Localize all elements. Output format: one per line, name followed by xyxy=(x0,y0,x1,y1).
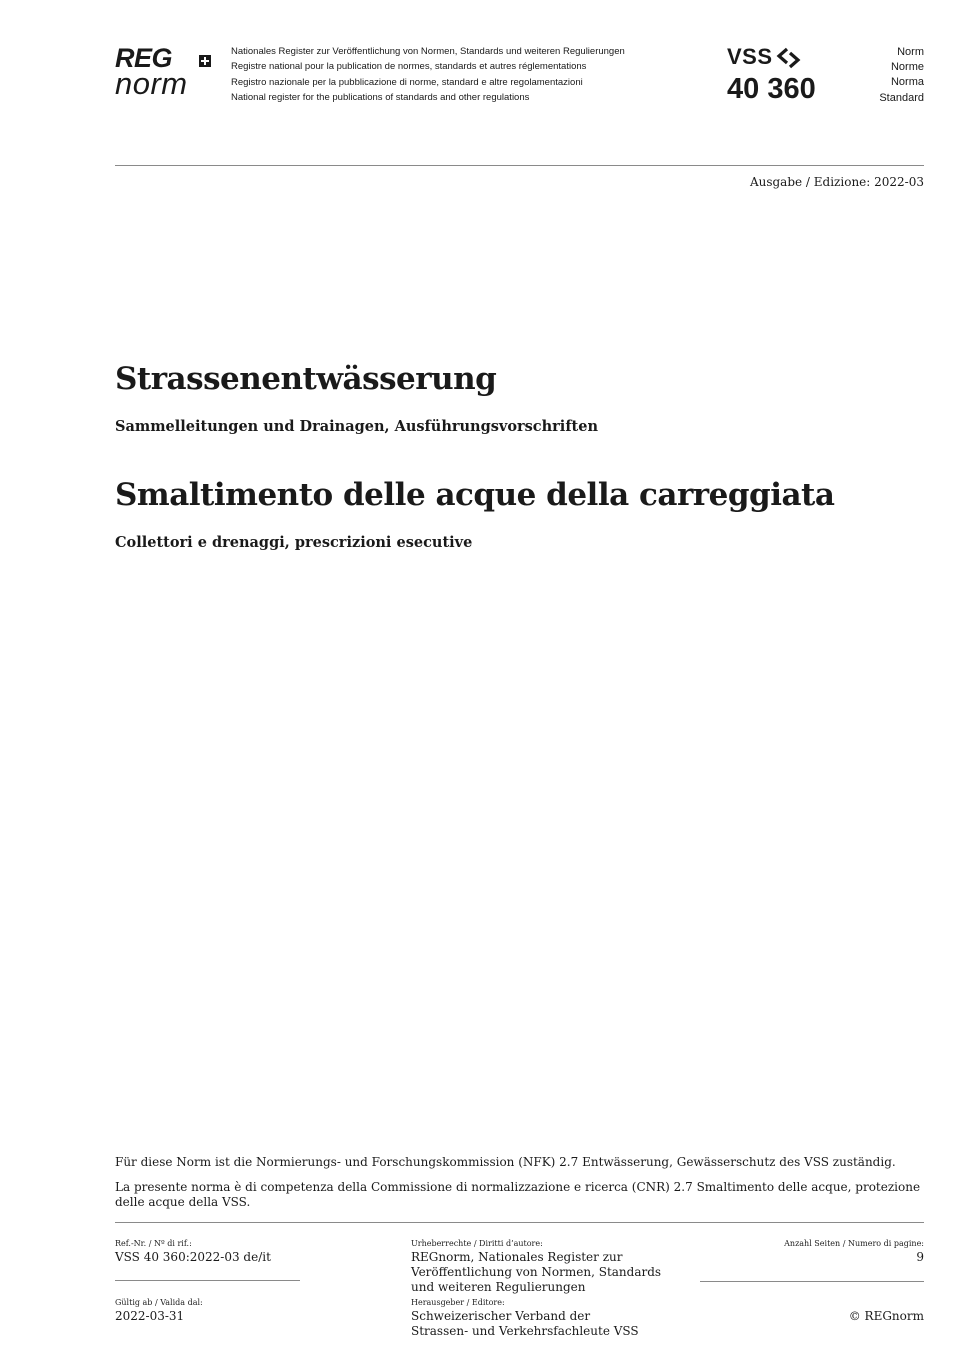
ref-value: VSS 40 360:2022-03 de/it xyxy=(115,1250,271,1264)
register-line-fr: Registre national pour la publication de normes, standards et autres réglementations xyxy=(231,61,587,73)
edition-date: Ausgabe / Edizione: 2022-03 xyxy=(749,175,924,189)
logo-norm-text: norm xyxy=(115,66,188,101)
copyright-label: Urheberrechte / Diritti d’autore: xyxy=(411,1239,543,1248)
publisher-line-2: Strassen- und Verkehrsfachleute VSS xyxy=(411,1324,639,1338)
type-label-it: Norma xyxy=(890,76,924,89)
standard-number: 40 360 xyxy=(727,73,816,105)
type-label-en: Standard xyxy=(879,91,924,104)
title-de: Strassenentwässerung xyxy=(115,361,497,397)
publisher-line-1: Schweizerischer Verband der xyxy=(411,1309,591,1323)
document-type-labels xyxy=(879,45,924,106)
register-line-it: Registro nazionale per la pubblicazione di norme, standard e altre regolamentazioni xyxy=(231,76,583,88)
register-line-de: Nationales Register zur Veröffentlichung von Normen, Standards und weiteren Regulierungen xyxy=(231,46,625,57)
valid-value: 2022-03-31 xyxy=(115,1309,185,1323)
vss-standard-id xyxy=(727,44,837,106)
valid-label: Gültig ab / Valida dal: xyxy=(115,1298,203,1307)
copyright-line-2: Veröffentlichung von Normen, Standards xyxy=(411,1265,662,1279)
register-description xyxy=(231,44,625,105)
pages-underline xyxy=(700,1281,924,1282)
double-chevron-icon xyxy=(775,46,803,70)
pages-value: 9 xyxy=(916,1250,924,1264)
responsibility-it: La presente norma è di competenza della Commissione di normalizzazione e ricerca (CNR) 2.7 Smaltimento delle acque, protezione delle acque della VSS. xyxy=(115,1180,921,1209)
regnorm-logo xyxy=(115,44,215,104)
swiss-cross-icon xyxy=(199,55,211,67)
pages-label: Anzahl Seiten / Numero di pagine: xyxy=(784,1239,924,1248)
subtitle-de: Sammelleitungen und Drainagen, Ausführungsvorschriften xyxy=(115,418,599,435)
subtitle-it: Collettori e drenaggi, prescrizioni esecutive xyxy=(115,534,473,551)
vss-wordmark: VSS xyxy=(727,44,773,69)
copyright-mark: © REGnorm xyxy=(848,1309,924,1323)
publisher-label: Herausgeber / Editore: xyxy=(411,1298,505,1307)
copyright-line-3: und weiteren Regulierungen xyxy=(411,1280,586,1294)
title-it: Smaltimento delle acque della carreggiata xyxy=(115,477,835,513)
copyright-line-1: REGnorm, Nationales Register zur xyxy=(411,1250,623,1264)
header-divider xyxy=(115,165,924,166)
type-label-fr: Norme xyxy=(890,61,924,74)
register-line-en: National register for the publications of standards and other regulations xyxy=(231,91,530,103)
responsibility-de: Für diese Norm ist die Normierungs- und Forschungskommission (NFK) 2.7 Entwässerung, Gewässerschutz des VSS zuständig. xyxy=(115,1155,896,1169)
footer-divider xyxy=(115,1222,924,1223)
ref-underline xyxy=(115,1280,300,1281)
type-label-de: Norm xyxy=(897,46,924,58)
ref-label: Ref.-Nr. / Nº di rif.: xyxy=(115,1239,192,1248)
logo-reg-text: REG xyxy=(115,43,173,73)
